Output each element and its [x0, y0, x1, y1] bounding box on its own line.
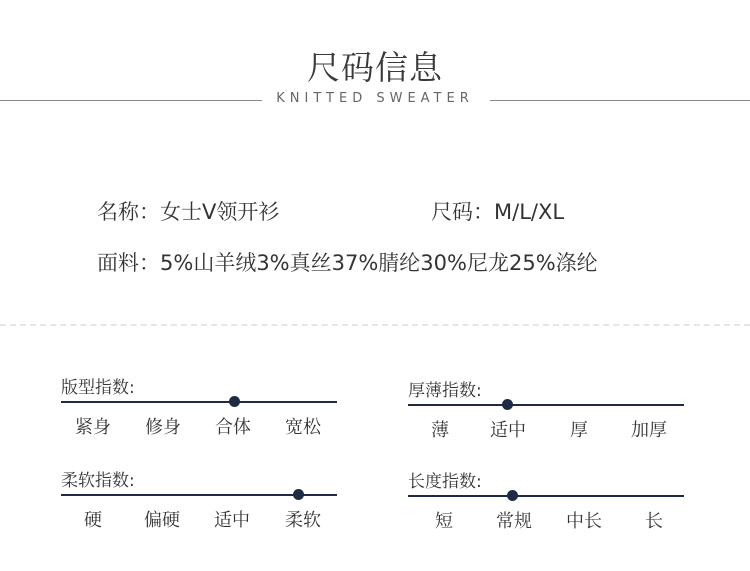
scale-marker: [293, 489, 304, 500]
scale-option: 中长: [566, 511, 602, 532]
scale-label: 版型指数:: [61, 378, 135, 398]
scale-marker: [229, 396, 240, 407]
scale-label: 柔软指数:: [61, 471, 135, 491]
scale-marker: [507, 490, 518, 501]
page-title: 尺码信息: [307, 48, 443, 87]
scale-option: 常规: [496, 511, 532, 532]
scale-track: [408, 495, 684, 497]
scale-option: 长: [645, 511, 663, 532]
scale-label: 长度指数:: [408, 472, 482, 492]
scale-option: 紧身: [75, 417, 111, 438]
softness-index-scale: [61, 466, 337, 536]
length-index-scale: [408, 467, 684, 537]
product-fabric: 面料：5%山羊绒3%真丝37%腈纶30%尼龙25%涤纶: [97, 251, 598, 275]
scale-option: 适中: [214, 510, 250, 531]
thickness-index-scale: [408, 376, 684, 446]
scale-option: 合体: [215, 417, 251, 438]
page-subtitle: KNITTED SWEATER: [276, 91, 474, 106]
fit-index-scale: [61, 373, 337, 443]
scale-option: 适中: [490, 420, 526, 441]
scale-option: 加厚: [631, 420, 667, 441]
product-name: 名称：女士V领开衫: [97, 200, 280, 224]
scale-label: 厚薄指数:: [408, 381, 482, 401]
scale-track: [61, 401, 337, 403]
scale-option: 厚: [570, 420, 588, 441]
scale-marker: [502, 399, 513, 410]
scale-option: 宽松: [285, 417, 321, 438]
scale-option: 偏硬: [144, 510, 180, 531]
section-divider: [0, 324, 750, 326]
scale-track: [408, 404, 684, 406]
header-rule-right: [490, 100, 750, 101]
scale-option: 薄: [431, 420, 449, 441]
product-size: 尺码：M/L/XL: [431, 200, 565, 224]
scale-option: 修身: [145, 417, 181, 438]
scale-option: 柔软: [285, 510, 321, 531]
scale-option: 硬: [84, 510, 102, 531]
scale-option: 短: [435, 511, 453, 532]
